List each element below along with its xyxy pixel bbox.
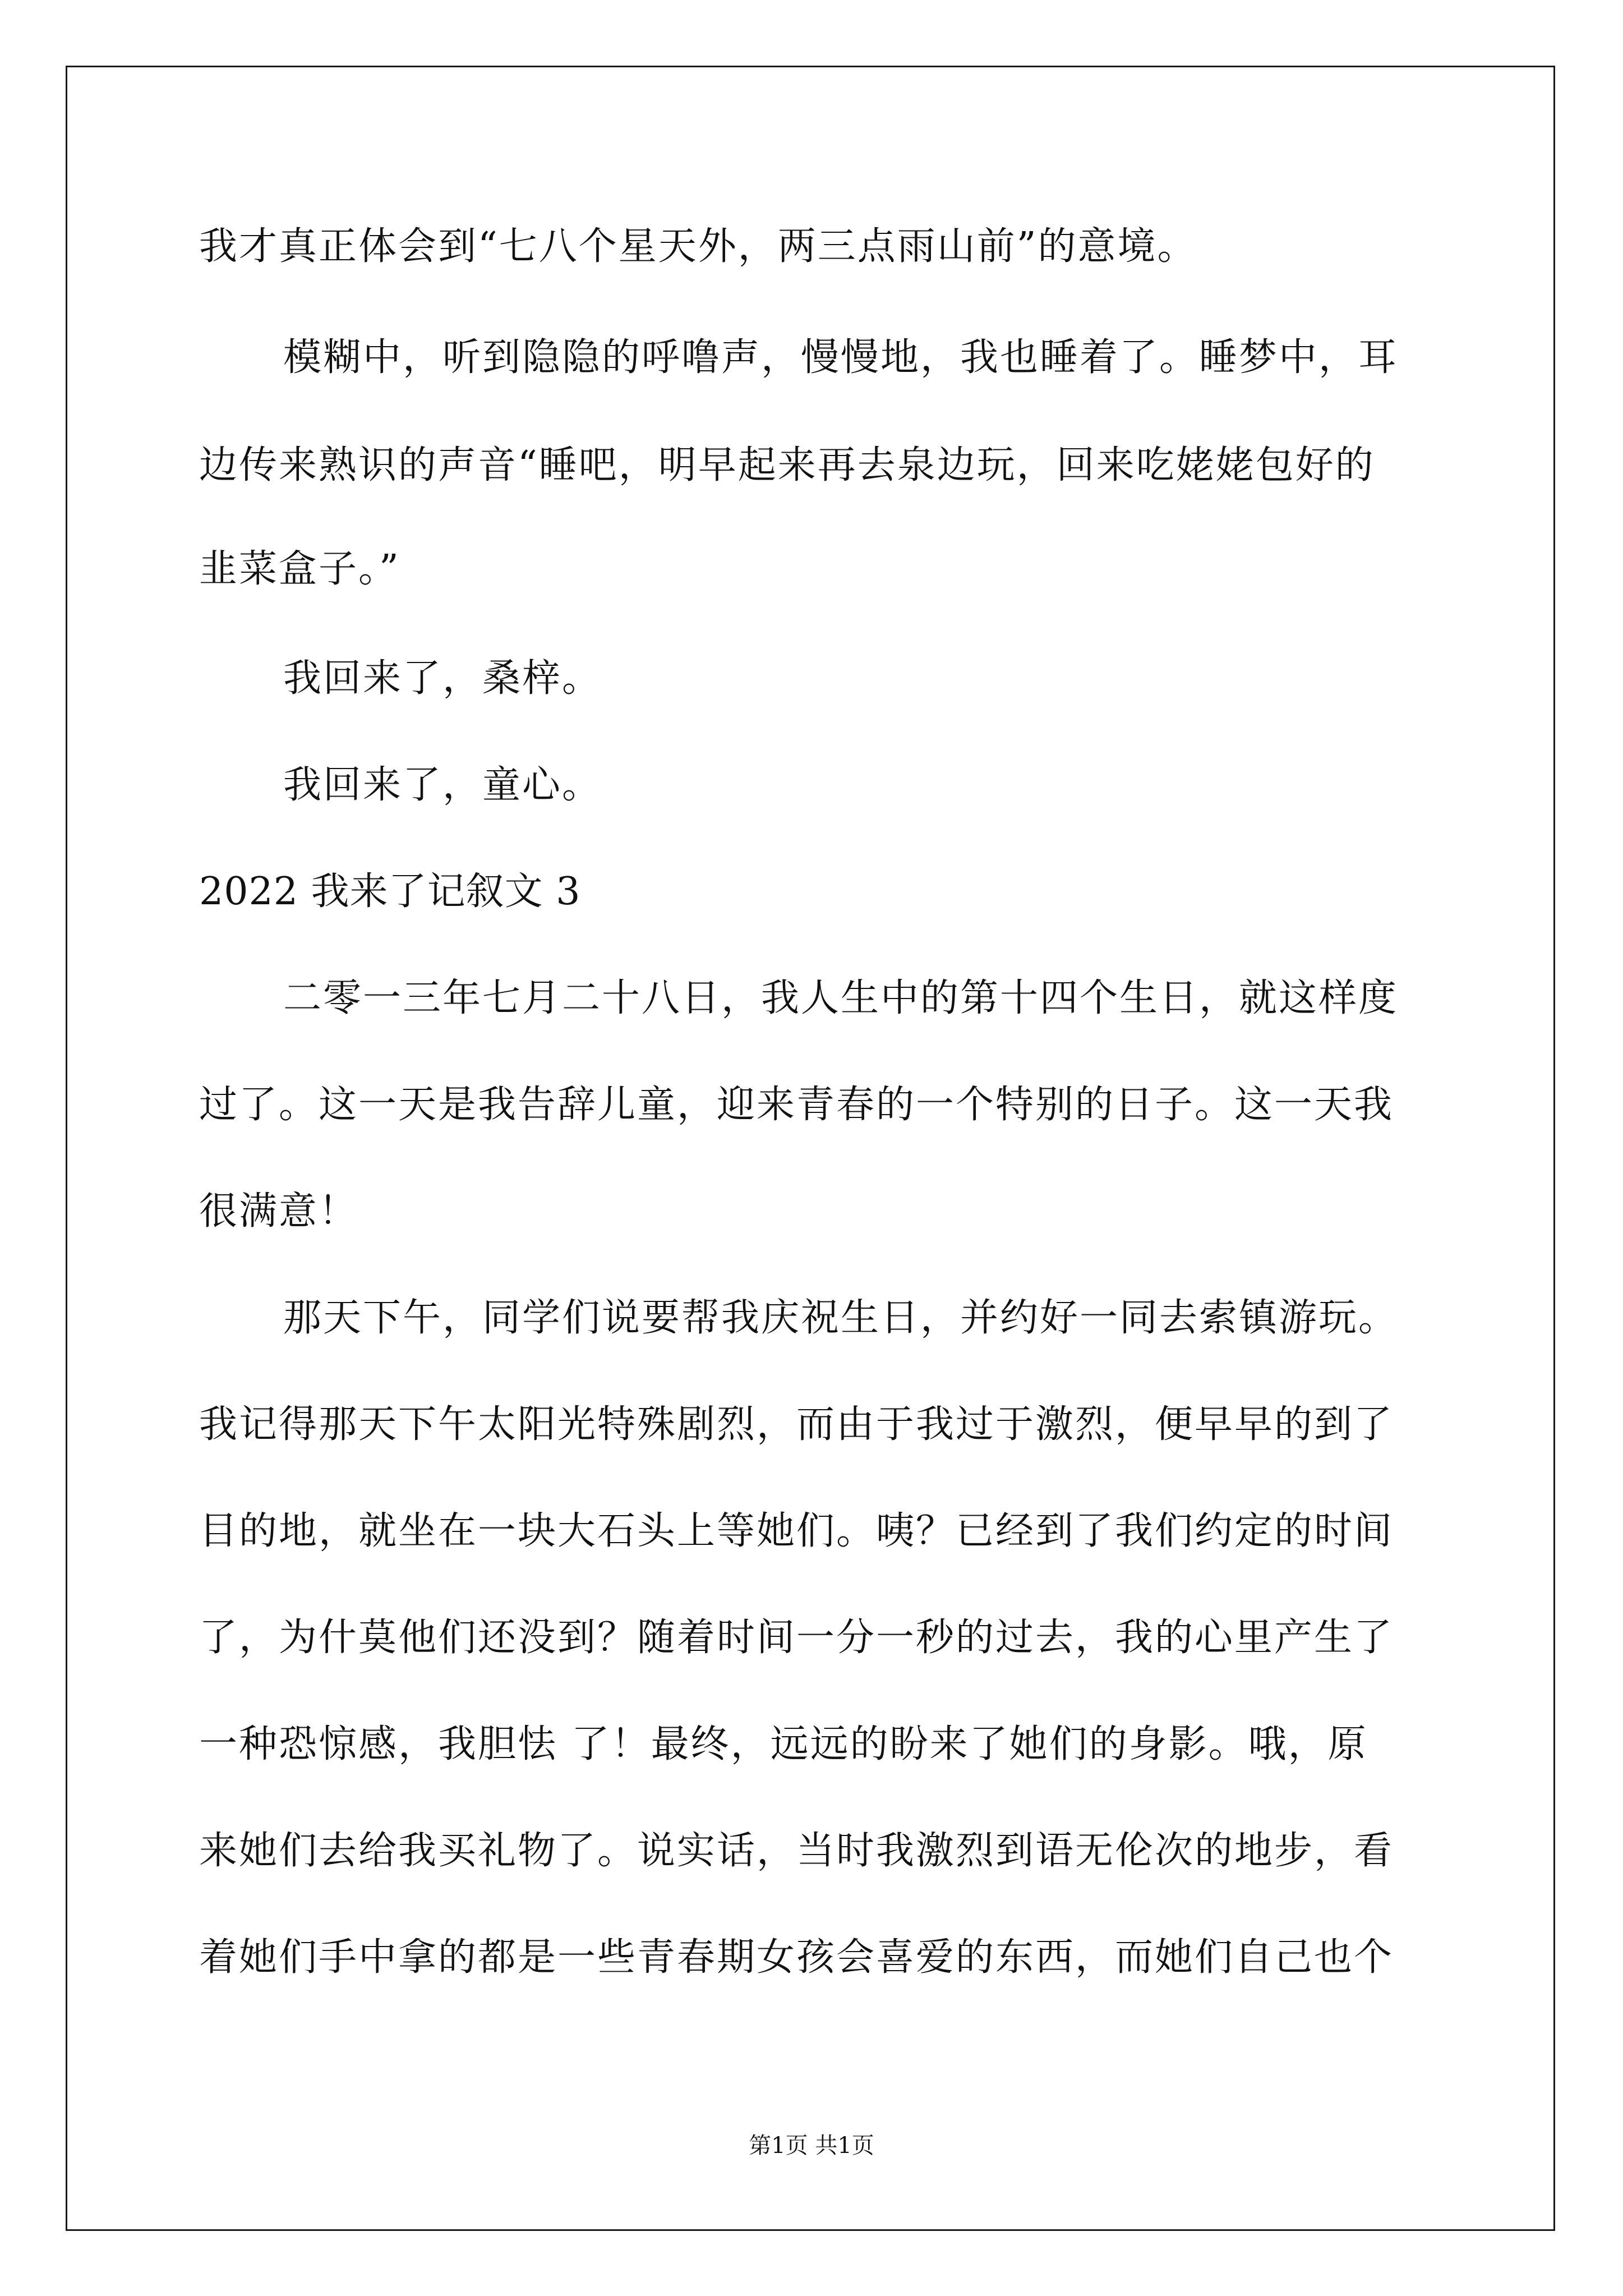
text-line: 了，为什莫他们还没到？随着时间一分一秒的过去，我的心里产生了 — [199, 1616, 1394, 1660]
text-line: 来她们去给我买礼物了。说实话，当时我激烈到语无伦次的地步，看 — [199, 1829, 1394, 1873]
text-line: 韭菜盒子。” — [199, 547, 400, 591]
text-line: 那天下午，同学们说要帮我庆祝生日，并约好一同去索镇游玩。 — [283, 1296, 1399, 1340]
text-line: 我记得那天下午太阳光特殊剧烈，而由于我过于激烈，便早早的到了 — [199, 1402, 1394, 1447]
text-line: 过了。这一天是我告辞儿童，迎来青春的一个特别的日子。这一天我 — [199, 1083, 1394, 1127]
text-line: 我回来了，桑梓。 — [283, 656, 602, 701]
page-footer: 第1页 共1页 — [749, 2133, 874, 2159]
text-line: 二零一三年七月二十八日，我人生中的第十四个生日，就这样度 — [283, 976, 1399, 1020]
page-border — [66, 66, 1555, 2231]
text-line: 我回来了，童心。 — [283, 763, 602, 807]
text-line: 目的地，就坐在一块大石头上等她们。咦？已经到了我们约定的时间 — [199, 1509, 1394, 1553]
text-line: 很满意！ — [199, 1189, 359, 1234]
text-line: 我才真正体会到“七八个星天外，两三点雨山前”的意境。 — [199, 224, 1197, 269]
text-line: 着她们手中拿的都是一些青春期女孩会喜爱的东西，而她们自己也个 — [199, 1935, 1394, 1980]
text-line: 一种恐惊感，我胆怯 了！最终，远远的盼来了她们的身影。哦，原 — [199, 1722, 1368, 1766]
text-line: 模糊中，听到隐隐的呼噜声，慢慢地，我也睡着了。睡梦中，耳 — [283, 335, 1399, 380]
text-line: 边传来熟识的声音“睡吧，明早起来再去泉边玩，回来吃姥姥包好的 — [199, 443, 1375, 487]
section-heading: 2022 我来了记叙文 3 — [199, 869, 581, 914]
